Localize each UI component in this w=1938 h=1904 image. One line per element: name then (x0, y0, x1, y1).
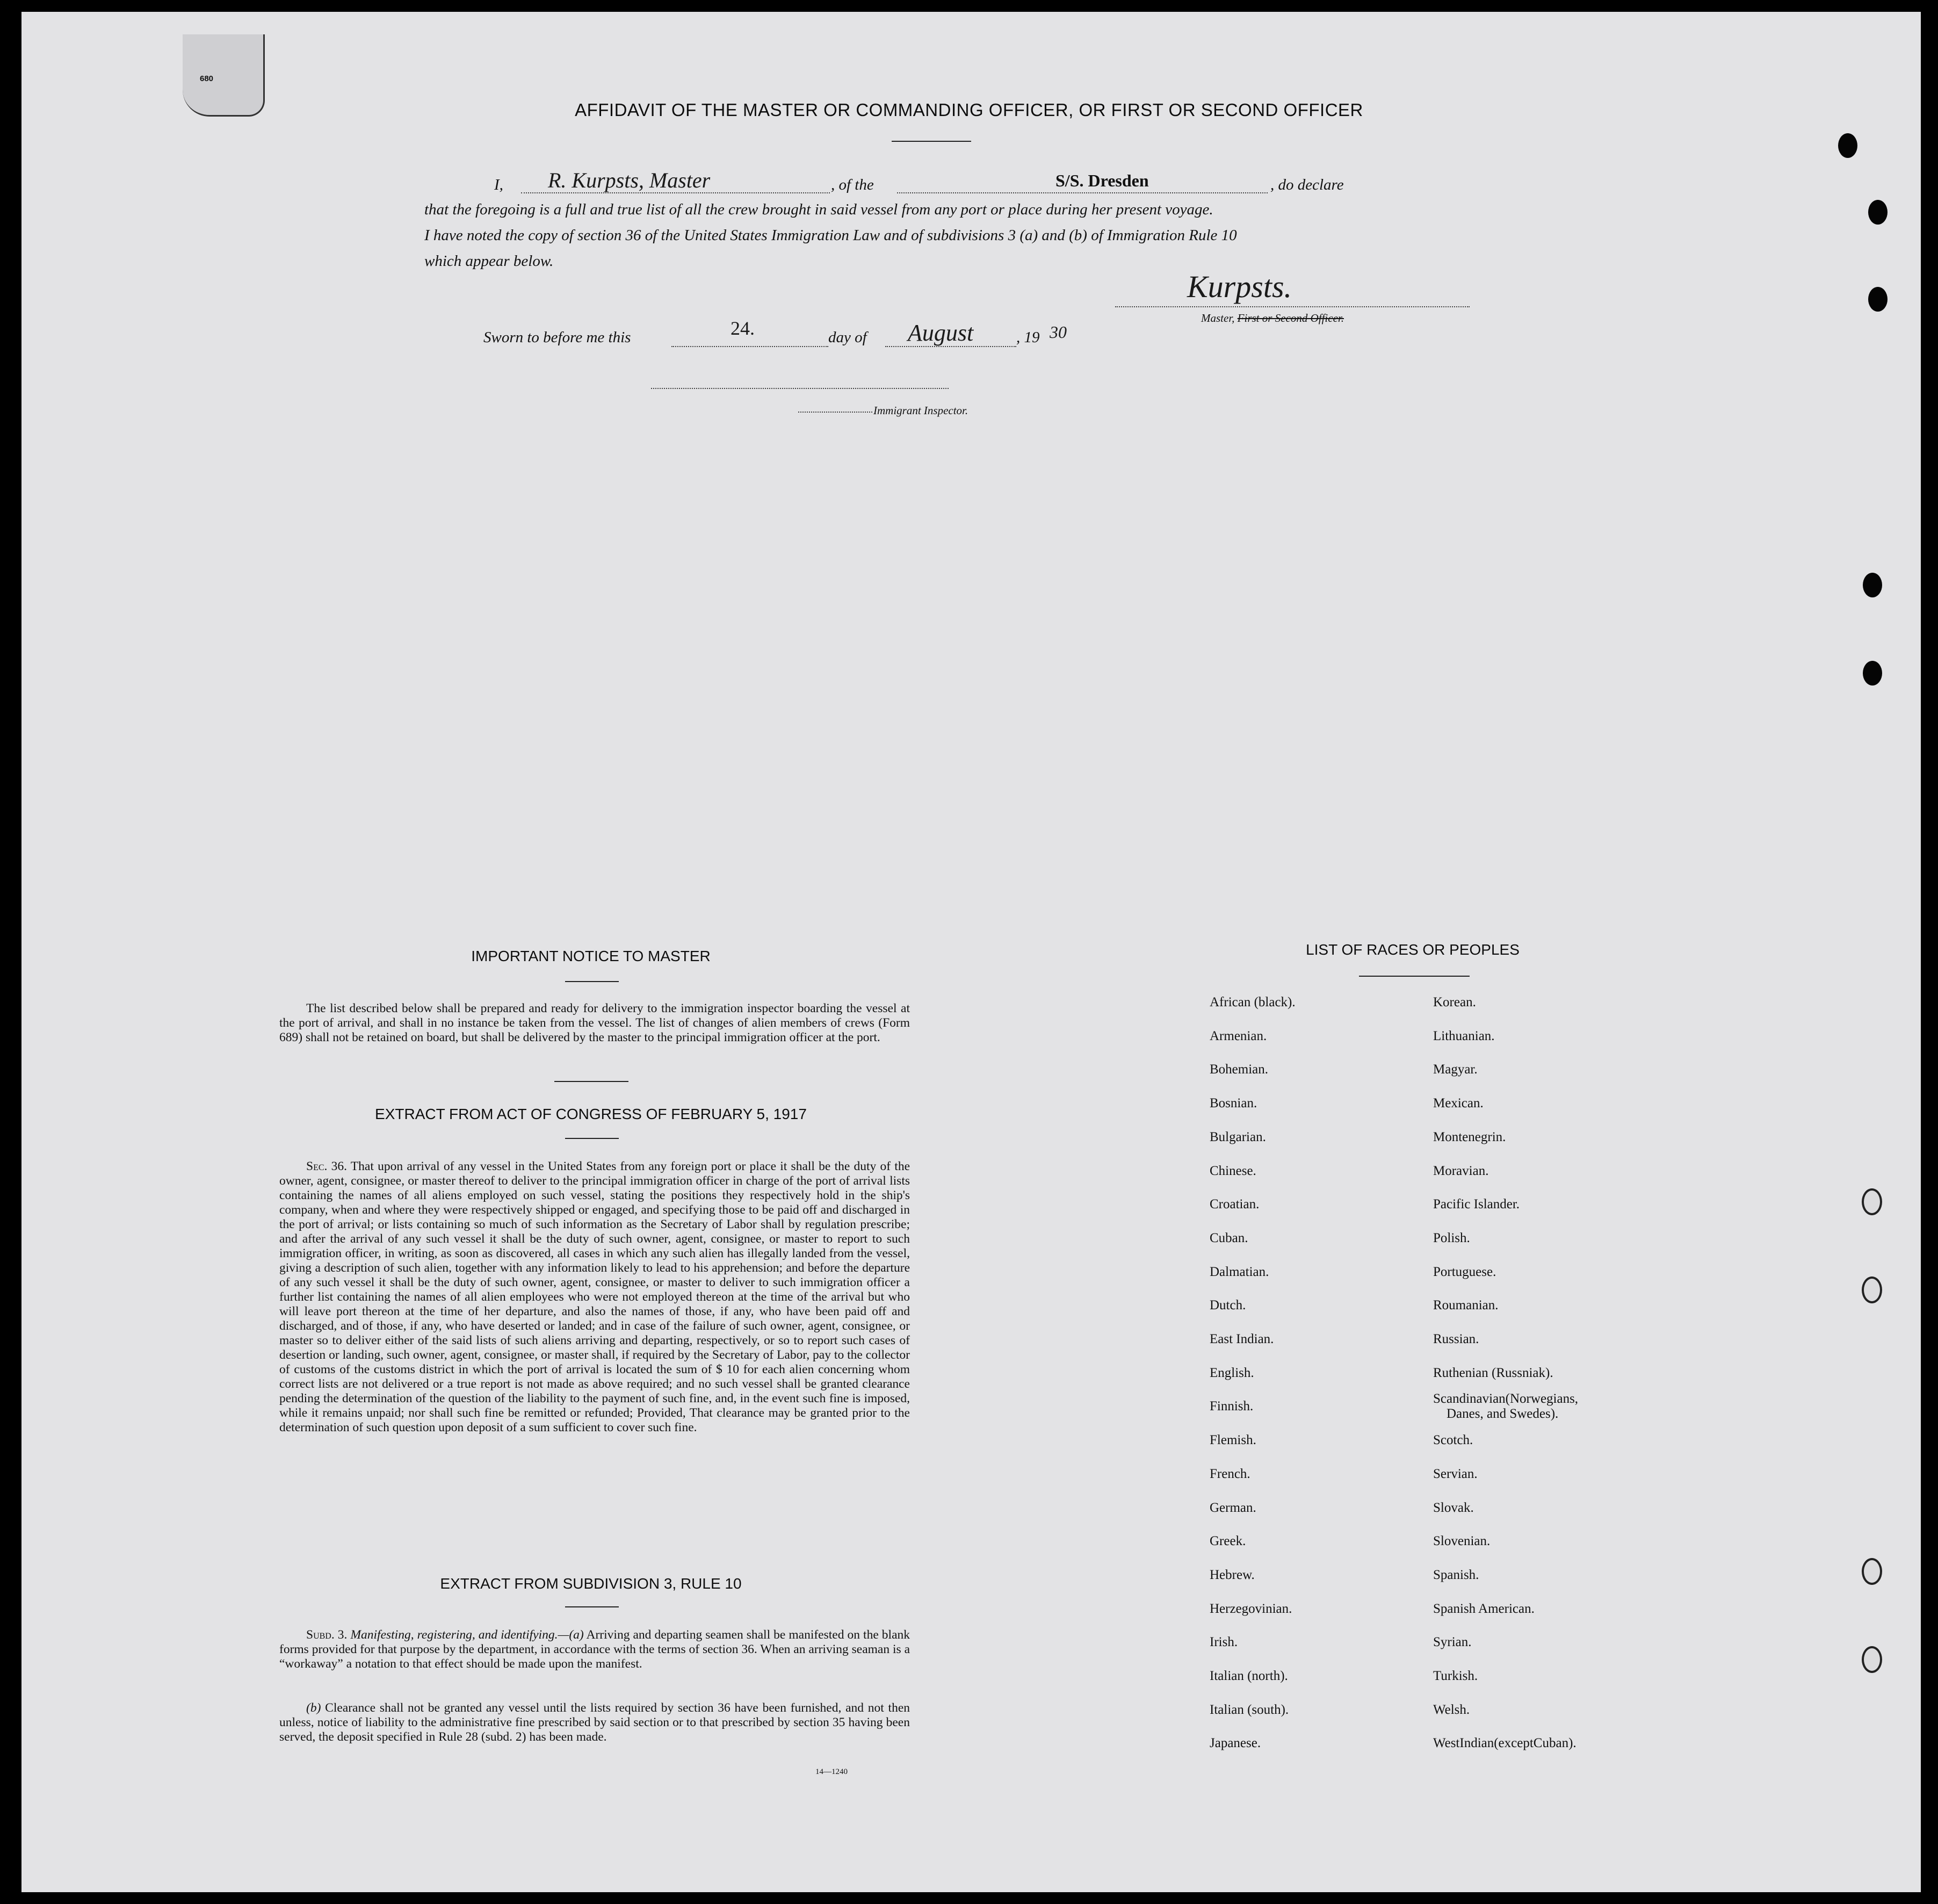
race-item: Chinese. (1210, 1163, 1256, 1178)
race-item: German. (1210, 1500, 1256, 1515)
sworn-month: August (908, 320, 974, 346)
punch-hole-ring (1862, 1188, 1882, 1215)
master-name-handwritten: R. Kurpsts, Master (548, 168, 711, 192)
divider (554, 1081, 628, 1082)
sec-label: Sec. 36. (306, 1159, 347, 1173)
i-label: I, (494, 176, 503, 193)
affidavit-line-1 (424, 168, 1477, 197)
race-item: Hebrew. (1210, 1567, 1255, 1582)
race-item: Welsh. (1433, 1702, 1470, 1717)
race-item: Armenian. (1210, 1028, 1267, 1043)
race-item: Finnish. (1210, 1399, 1254, 1414)
act-extract-paragraph (279, 1159, 910, 1435)
race-item: Italian (north). (1210, 1669, 1288, 1683)
race-item: Spanish American. (1433, 1601, 1535, 1616)
race-item: Spanish. (1433, 1567, 1479, 1582)
act-extract-title: EXTRACT FROM ACT OF CONGRESS OF FEBRUARY 5, 1917 (375, 1106, 807, 1122)
sworn-day: 24. (731, 318, 755, 339)
notice-title: IMPORTANT NOTICE TO MASTER (471, 948, 711, 964)
races-left-column (1210, 995, 1414, 1758)
race-item: Montenegrin. (1433, 1129, 1506, 1144)
day-of-label: day of (828, 329, 867, 346)
race-item: Greek. (1210, 1534, 1246, 1549)
document-page (21, 12, 1921, 1892)
para-b-text: Clearance shall not be granted any vessel until the lists required by section 36 have been furnished, and not then unless, notice of liability to the administrative fine prescribed by said section or to that prescribed by section 35 having been served, the deposit specified in Rule 28 (subd. 2) has been made. (279, 1701, 910, 1744)
punch-hole (1838, 133, 1857, 158)
races-title: LIST OF RACES OR PEOPLES (1306, 941, 1520, 958)
race-item: Flemish. (1210, 1433, 1256, 1448)
race-item: Magyar. (1433, 1062, 1478, 1077)
race-item: Korean. (1433, 995, 1476, 1009)
race-item: Slovak. (1433, 1500, 1474, 1515)
race-item: Russian. (1433, 1332, 1479, 1346)
divider (565, 1606, 619, 1607)
punch-hole (1868, 200, 1888, 225)
race-item: Bosnian. (1210, 1096, 1257, 1111)
inspector-label: Immigrant Inspector. (873, 404, 968, 417)
race-item: Croatian. (1210, 1197, 1260, 1212)
race-item: Italian (south). (1210, 1702, 1289, 1717)
race-item: Dutch. (1210, 1298, 1246, 1313)
divider (565, 981, 619, 982)
race-item: Scandinavian(Norwegians, Danes, and Swedes). (1433, 1391, 1579, 1422)
race-item: Slovenian. (1433, 1534, 1491, 1549)
divider (892, 141, 971, 142)
year-suffix: 30 (1050, 322, 1067, 342)
race-item: Scotch. (1433, 1433, 1473, 1448)
race-item: Servian. (1433, 1466, 1478, 1481)
punch-hole (1863, 573, 1882, 597)
race-item: Japanese. (1210, 1736, 1261, 1751)
vessel-name: S/S. Dresden (1055, 171, 1149, 190)
sworn-line (483, 318, 1182, 355)
caption-struck: First or Second Officer. (1237, 312, 1344, 324)
race-item: Ruthenian (Russniak). (1433, 1365, 1553, 1380)
race-item: Dalmatian. (1210, 1264, 1269, 1279)
b-label: (b) (306, 1701, 321, 1715)
rule-extract-title: EXTRACT FROM SUBDIVISION 3, RULE 10 (440, 1575, 742, 1592)
affidavit-title: AFFIDAVIT OF THE MASTER OR COMMANDING OFFICER, OR FIRST OR SECOND OFFICER (575, 100, 1363, 120)
do-declare-label: , do declare (1270, 176, 1344, 193)
notice-paragraph: The list described below shall be prepared and ready for delivery to the immigration inspector boarding the vessel at the port of arrival, and shall in no instance be taken from the vessel. The list of changes of alien members of crews (Form 689) shall not be retained on board, but shall be delivered by the master to the principal immigration officer at the port. (279, 1001, 910, 1044)
race-item: Pacific Islander. (1433, 1197, 1520, 1212)
race-item: Portuguese. (1433, 1264, 1496, 1279)
of-the-label: , of the (831, 176, 874, 193)
signature-caption (1201, 312, 1344, 325)
race-item: French. (1210, 1466, 1250, 1481)
race-item: English. (1210, 1365, 1254, 1380)
caption-master: Master, (1201, 312, 1235, 324)
divider (1359, 976, 1470, 977)
year-prefix: , 19 (1016, 329, 1040, 346)
race-item: Turkish. (1433, 1669, 1478, 1683)
race-item: Moravian. (1433, 1163, 1489, 1178)
punch-hole (1863, 661, 1882, 686)
race-item: East Indian. (1210, 1332, 1274, 1346)
race-item: Polish. (1433, 1230, 1470, 1245)
affidavit-line-4: which appear below. (424, 253, 554, 270)
race-item: Lithuanian. (1433, 1028, 1495, 1043)
sworn-label: Sworn to before me this (483, 329, 631, 346)
affidavit-line-3: I have noted the copy of section 36 of the United States Immigration Law and of subdivisions 3 (a) and (b) of Immigration Rule 10 (424, 227, 1237, 244)
race-item: Bohemian. (1210, 1062, 1269, 1077)
race-item: African (black). (1210, 995, 1296, 1009)
signature-handwritten: Kurpsts. (1187, 269, 1292, 304)
race-item: Roumanian. (1433, 1298, 1499, 1313)
form-corner-number: 680 (200, 74, 214, 83)
rule-para-b (279, 1701, 910, 1744)
races-right-column (1433, 995, 1680, 1758)
race-item: WestIndian(exceptCuban). (1433, 1736, 1577, 1751)
subd-heading: Manifesting, registering, and identifying.—(a) (350, 1628, 584, 1642)
punch-hole (1868, 287, 1888, 312)
punch-hole-ring (1862, 1646, 1882, 1673)
para-a-text: Arriving and departing seamen shall be manifested on the blank forms provided for that purpose by the department, in accordance with the terms of section 36. When an arriving seaman is a “workaway” a notation to that effect should be made upon the manifest. (279, 1628, 910, 1671)
form-code: 14—1240 (815, 1768, 848, 1776)
affidavit-line-2: that the foregoing is a full and true list of all the crew brought in said vessel from any port or place during her present voyage. (424, 201, 1213, 218)
punch-hole-ring (1862, 1558, 1882, 1585)
race-item: Bulgarian. (1210, 1129, 1266, 1144)
divider (565, 1138, 619, 1139)
race-item: Herzegovinian. (1210, 1601, 1292, 1616)
punch-hole-ring (1862, 1276, 1882, 1303)
subd-label: Subd. 3. (306, 1628, 348, 1642)
act-text: That upon arrival of any vessel in the United States from any foreign port or place it shall be the duty of the owner, agent, consignee, or master thereof to deliver to the principal immigration officer in charge of the port of arrival lists containing the names of all aliens employed on such vessel, stating the positions they respectively hold in the ship's company, when and where they were respectively shipped or engaged, and specifying those to be paid off and discharged in the port of arrival; or lists containing so much of such information as the Secretary of Labor shall by regulation prescribe; and after the arrival of any such vessel it shall be the duty of such owner, agent, consignee, or master to report to such immigration officer, in writing, as soon as discovered, all cases in which any such alien has illegally landed from the vessel, giving a description of such alien, together with any information likely to lead to his apprehension; and before the departure of any such vessel it shall be the duty of such owner, agent, consignee, or master to deliver to such immigration officer a further list containing the names of all alien employees who were not employed thereon at the time of the arrival but who will leave port thereon at the time of her departure, and also the names of those, if any, who have been paid off and discharged, and of those, if any, who have deserted or landed; and in case of the failure of such owner, agent, consignee, or master so to deliver either of the said lists of such aliens arriving and departing, respectively, or so to report such cases of desertion or landing, such owner, agent, consignee, or master shall, if required by the Secretary of Labor, pay to the collector of customs of the customs district in which the port of arrival is located the sum of $ 10 for each alien concerning whom correct lists are not delivered or a true report is not made as above required; and no such vessel shall be granted clearance pending the determination of the question of the liability to the payment of such fine, and, in the event such fine is imposed, while it remains unpaid; nor shall such fine be remitted or refunded; Provided, That clearance may be granted prior to the determination of such question upon deposit of a sum sufficient to cover such fine. (279, 1159, 910, 1434)
rule-para-a (279, 1628, 910, 1671)
race-item: Syrian. (1433, 1635, 1472, 1650)
race-item: Irish. (1210, 1635, 1238, 1650)
race-item: Cuban. (1210, 1230, 1248, 1245)
race-item: Mexican. (1433, 1096, 1484, 1111)
